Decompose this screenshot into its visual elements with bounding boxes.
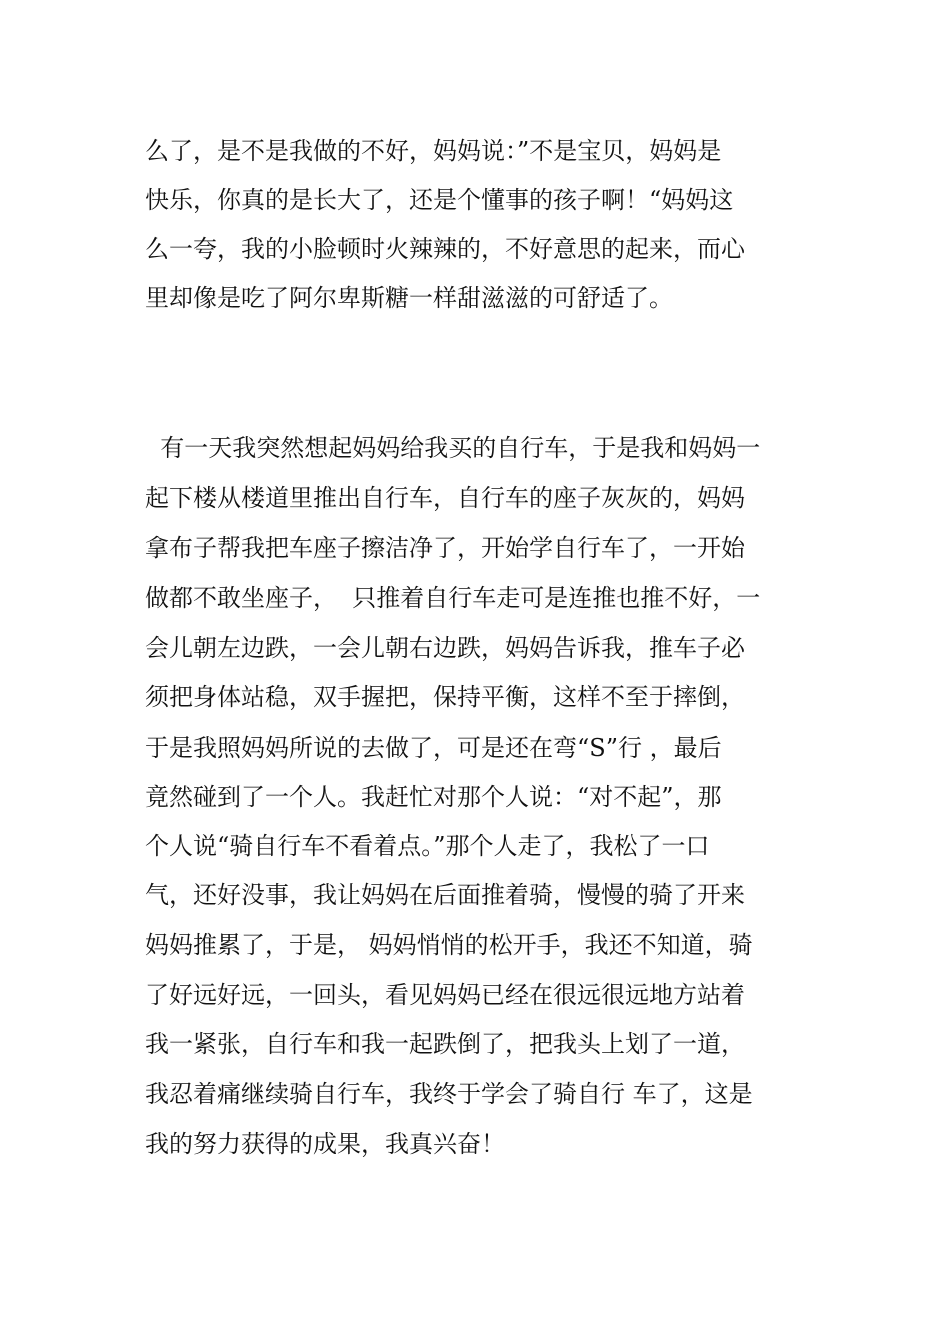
text-line: 么了，是不是我做的不好，妈妈说：”不是宝贝，妈妈是 (145, 137, 722, 165)
text-line: 我的努力获得的成果，我真兴奋！ (145, 1130, 505, 1158)
text-line: 会儿朝左边跌，一会儿朝右边跌，妈妈告诉我，推车子必 (145, 634, 745, 662)
text-line: 拿布子帮我把车座子擦洁净了，开始学自行车了，一开始 (145, 534, 745, 562)
text-line: 有一天我突然想起妈妈给我买的自行车，于是我和妈妈一 (145, 434, 761, 462)
text-line: 快乐，你真的是长大了，还是个懂事的孩子啊！“妈妈这 (145, 186, 734, 214)
text-line: 竟然碰到了一个人。我赶忙对那个人说：“对不起”，那 (145, 783, 722, 811)
text-line: 我一紧张，自行车和我一起跌倒了，把我头上划了一道， (145, 1030, 745, 1058)
text-line: 个人说“骑自行车不看着点。”那个人走了，我松了一口 (145, 832, 710, 860)
text-line: 里却像是吃了阿尔卑斯糖一样甜滋滋的可舒适了。 (145, 284, 673, 312)
text-line: 了好远好远，一回头，看见妈妈已经在很远很远地方站着 (145, 981, 745, 1009)
text-line: 么一夸，我的小脸顿时火辣辣的，不好意思的起来，而心 (145, 235, 745, 263)
text-line: 须把身体站稳，双手握把，保持平衡，这样不至于摔倒， (145, 683, 745, 711)
text-line: 妈妈推累了，于是， 妈妈悄悄的松开手，我还不知道，骑 (145, 931, 753, 959)
text-line: 做都不敢坐座子， 只推着自行车走可是连推也推不好，一 (145, 584, 761, 612)
text-line: 我忍着痛继续骑自行车，我终于学会了骑自行 车了，这是 (145, 1080, 753, 1108)
text-line: 起下楼从楼道里推出自行车，自行车的座子灰灰的，妈妈 (145, 484, 745, 512)
text-line: 于是我照妈妈所说的去做了，可是还在弯“S”行 ，最后 (145, 734, 722, 762)
text-line: 气，还好没事，我让妈妈在后面推着骑，慢慢的骑了开来 (145, 881, 745, 909)
